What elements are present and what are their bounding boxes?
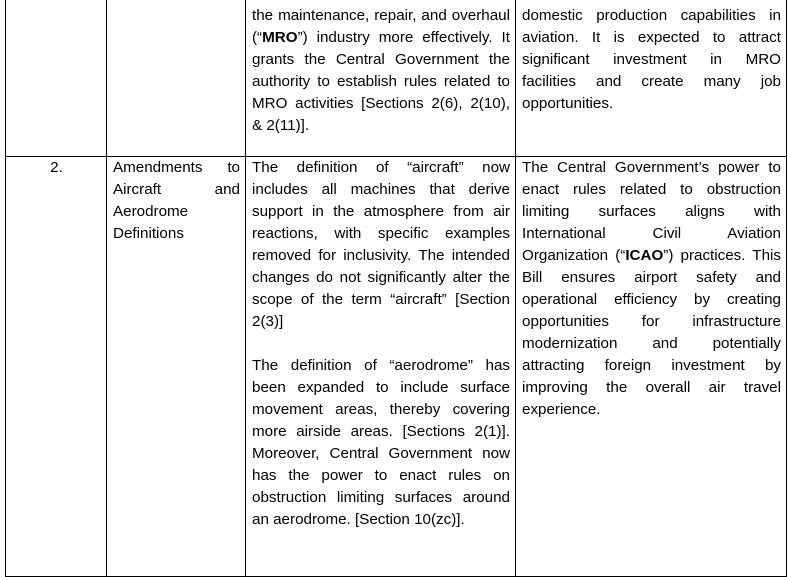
change-paragraph: The definition of “aerodrome” has been expanded to include surface movement areas, thereby covering more airside areas. [Sections 2(1)]. Moreover, Central Government now has the power to enact rules on obstruction limiting surfaces around an aerodrome. [Section 10(zc)].	[252, 357, 510, 528]
serial-number-cell	[6, 0, 107, 157]
impact-paragraph: domestic production capabilities in aviation. It is expected to attract significant investment in MRO facilities and create many job opportunities.	[522, 7, 781, 112]
table-row	[6, 0, 787, 157]
change-cell	[246, 157, 516, 577]
table-row	[6, 157, 787, 577]
change-cell	[246, 0, 516, 157]
bold-term: MRO	[262, 29, 298, 46]
topic-cell: Amendments to Aircraft and Aerodrome Definitions	[107, 157, 246, 577]
change-paragraph: the maintenance, repair, and overhaul (“MRO”) industry more effectively. It grants the Central Government the authority to establish rules related to MRO activities [Sections 2(6), 2(10), & 2(11)].	[252, 7, 510, 134]
change-paragraph: The definition of “aircraft” now includes all machines that derive support in the atmosphere from air reactions, with specific examples removed for inclusivity. The intended changes do not significantly alter the scope of the term “aircraft” [Section 2(3)]	[252, 159, 510, 330]
topic-cell	[107, 0, 246, 157]
serial-number-cell: 2.	[6, 157, 107, 577]
bold-term: ICAO	[625, 247, 664, 264]
amendments-table	[5, 0, 787, 577]
impact-cell	[516, 157, 787, 577]
impact-cell	[516, 0, 787, 157]
impact-paragraph: The Central Government’s power to enact rules related to obstruction limiting surfaces aligns with International Civil Aviation Organization (“ICAO”) practices. This Bill ensures airport safety and operational efficiency by creating opportunities for infrastructure modernization and potentially attracting foreign investment by improving the overall air travel experience.	[522, 159, 781, 418]
